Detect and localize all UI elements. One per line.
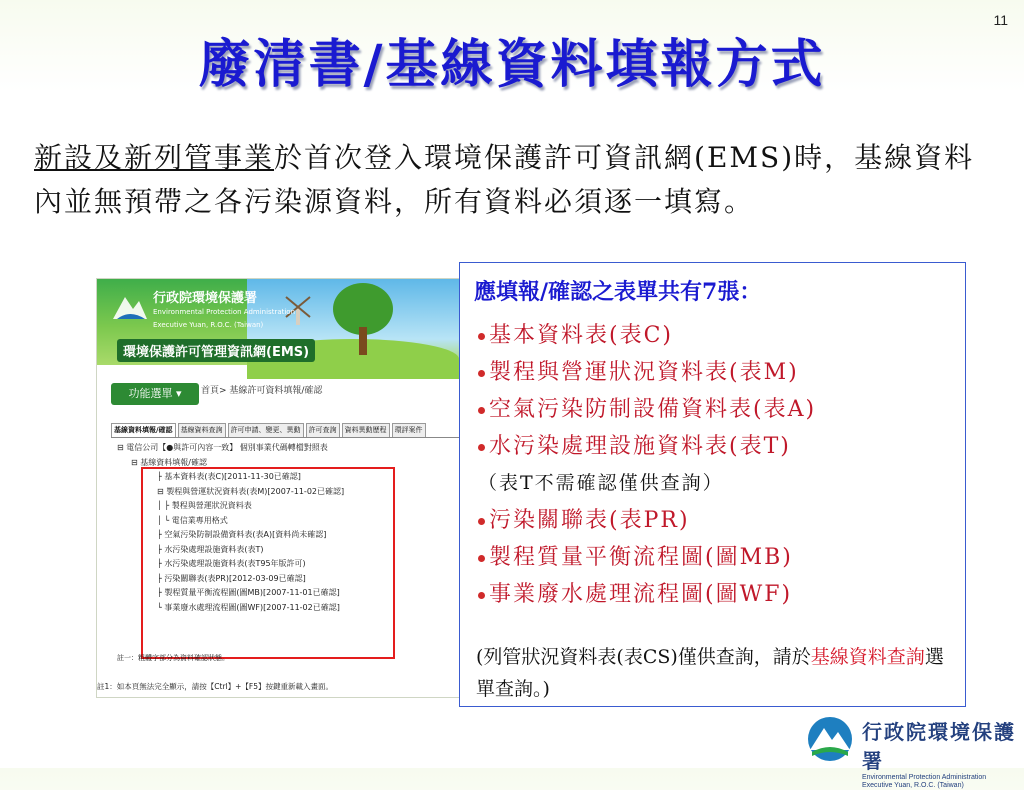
epa-logo-icon xyxy=(111,291,149,321)
list-item: 基本資料表(表C) xyxy=(478,317,958,354)
tab-eia[interactable]: 環評案件 xyxy=(392,423,426,437)
tree-item[interactable]: │ └ 電信業專用格式 xyxy=(157,515,228,525)
list-item: 污染關聯表(表PR) xyxy=(478,502,958,539)
highlight-box xyxy=(141,467,395,659)
slide-number: 11 xyxy=(993,12,1008,28)
tree-item[interactable]: ├ 製程質量平衡流程圖(圖MB)[2007-11-01已確認] xyxy=(157,588,340,597)
tree-item[interactable]: ├ 空氣污染防制設備資料表(表A)[資料尚未確認] xyxy=(157,530,327,539)
bullet-icon xyxy=(478,592,485,599)
epa-en1: Environmental Protection Administration xyxy=(153,308,296,316)
intro-paragraph xyxy=(34,136,994,224)
tab-permit-query[interactable]: 許可查詢 xyxy=(306,423,340,437)
tree-item[interactable]: ├ 污染關聯表(表PR)[2012-03-09已確認] xyxy=(157,573,306,583)
note-reload: 註1：如本頁無法完全顯示，請按【Ctrl】+【F5】按鍵重新載入畫面。 xyxy=(97,682,333,691)
bullet-icon xyxy=(478,555,485,562)
breadcrumb: 首頁> 基線許可資料填報/確認 xyxy=(201,386,323,396)
tab-baseline-fill[interactable]: 基線資料填報/確認 xyxy=(111,423,176,437)
ems-screenshot xyxy=(96,278,460,698)
tree-item[interactable]: │ ├ 製程與營運狀況資料表 xyxy=(157,501,252,510)
bullet-icon xyxy=(478,407,485,414)
footer-logo-text xyxy=(862,716,1024,790)
forms-list xyxy=(478,317,958,613)
tree-item[interactable]: ├ 水污染處理設施資料表(表T) xyxy=(157,544,264,554)
epa-footer-logo-icon xyxy=(804,716,856,762)
list-item: 事業廢水處理流程圖(圖WF) xyxy=(478,576,958,613)
tab-permit-apply[interactable]: 許可申請、變更、異動 xyxy=(228,423,304,437)
slide-title: 廢清書/基線資料填報方式 xyxy=(198,34,826,95)
function-menu-button[interactable]: 功能選單 ▾ xyxy=(111,383,199,405)
tree-item[interactable]: ├ 水污染處理設施資料表(表T95年版許可) xyxy=(157,559,306,568)
list-item: 製程質量平衡流程圖(圖MB) xyxy=(478,539,958,576)
forms-box-title: 應填報/確認之表單共有7張： xyxy=(474,279,762,305)
baseline-query-link: 基線資料查詢 xyxy=(810,646,925,668)
footer-agency-name: 行政院環境保護署 xyxy=(862,722,1016,773)
tree-item[interactable]: ├ 基本資料表(表C)[2011-11-30已確認] xyxy=(157,472,301,481)
bullet-icon xyxy=(478,518,485,525)
bullet-icon xyxy=(478,444,485,451)
ems-banner xyxy=(97,279,459,365)
list-item-note: （表T不需確認僅供查詢） xyxy=(478,472,724,494)
list-item: 製程與營運狀況資料表(表M) xyxy=(478,354,958,391)
footer-en1: Environmental Protection Administration xyxy=(862,774,987,781)
forms-list-box xyxy=(459,262,966,707)
bullet-icon xyxy=(478,370,485,377)
tree-item[interactable]: ⊟ 製程與營運狀況資料表(表M)[2007-11-02已確認] xyxy=(157,486,345,496)
list-item: 空氣污染防制設備資料表(表A) xyxy=(478,391,958,428)
tree-item[interactable]: ⊟ 電信公司【●與許可內容一致】 個別事業代碼轉檔對照表 xyxy=(117,443,328,452)
ems-tab-bar xyxy=(111,423,459,438)
epa-en2: Executive Yuan, R.O.C. (Taiwan) xyxy=(153,321,264,329)
epa-name: 行政院環境保護署 xyxy=(153,291,258,306)
list-item: 水污染處理設施資料表(表T) xyxy=(478,428,958,465)
forms-footnote: (列管狀況資料表(表CS)僅供查詢，請於基線資料查詢選單查詢。) xyxy=(476,646,944,700)
paragraph-text: 於首次登入環境保護許可資訊網(EMS)時，基線資料內並無預帶之各污染源資料，所有資料必須逐一填寫。 xyxy=(34,141,975,218)
note-bold-status: 註一：粗體字部分為資料確認狀態。 xyxy=(117,654,229,662)
tree-item[interactable]: ⊟ 基線資料填報/確認 xyxy=(131,457,207,467)
tab-change-history[interactable]: 資料異動歷程 xyxy=(342,423,390,437)
tree-item[interactable]: └ 事業廢水處理流程圖(圖WF)[2007-11-02已確認] xyxy=(157,602,340,612)
tab-baseline-query[interactable]: 基線資料查詢 xyxy=(178,423,226,437)
ems-system-title: 環境保護許可管理資訊網(EMS) xyxy=(117,339,315,362)
bullet-icon xyxy=(478,333,485,340)
underlined-phrase: 新設及新列管事業 xyxy=(34,141,275,174)
footer-en2: Executive Yuan, R.O.C. (Taiwan) xyxy=(862,782,964,789)
